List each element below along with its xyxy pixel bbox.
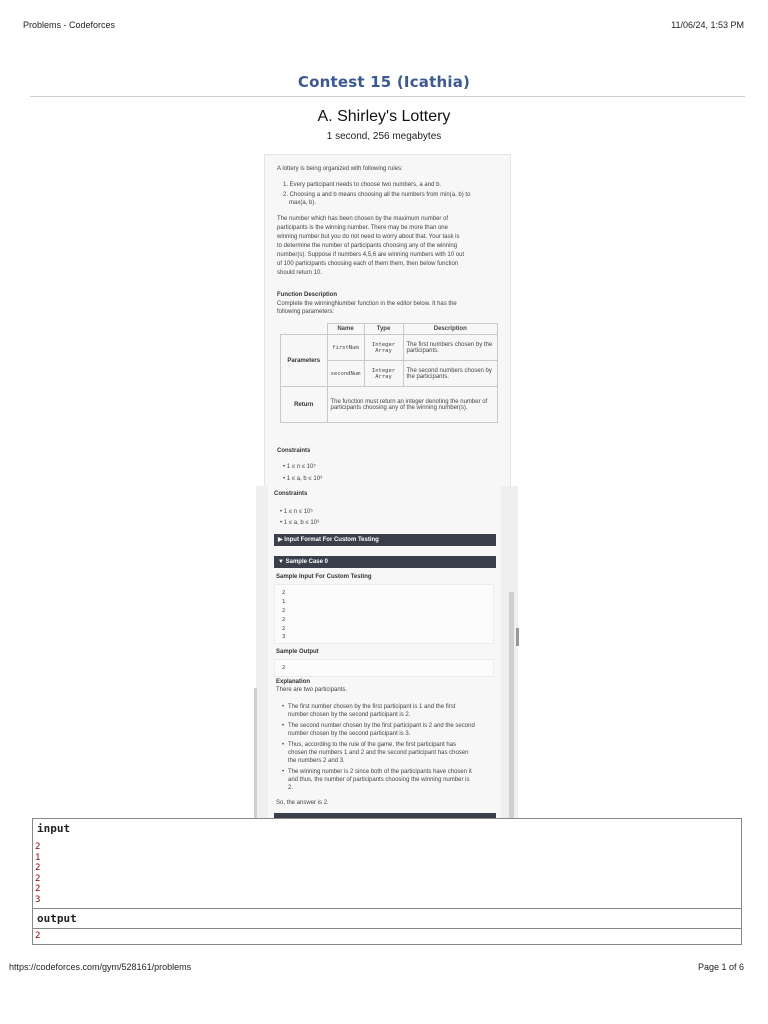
param-desc: The second numbers chosen by the participants. <box>403 361 498 387</box>
problem-title: A. Shirley's Lottery <box>317 108 451 125</box>
constraint-item: • 1 ≤ n ≤ 10⁵ <box>280 509 313 515</box>
sample-input-box: 2 1 2 2 2 3 <box>274 584 494 644</box>
param-label: Parameters <box>281 335 328 387</box>
sample-case-toggle[interactable]: ▼ Sample Case 0 <box>274 556 496 568</box>
print-page-title: Problems - Codeforces <box>23 20 116 30</box>
parameters-table <box>280 323 498 423</box>
para-line: participants is the winning number. There may be more than one <box>277 225 448 231</box>
output-label: output <box>33 909 741 929</box>
rule-2-cont: max(a, b). <box>289 200 317 206</box>
param-type: Integer Array <box>364 361 403 387</box>
rule-2: 2. Choosing a and b means choosing all the numbers from min(a, b) to <box>283 192 471 198</box>
sample-output-section <box>32 908 742 945</box>
resize-handle[interactable] <box>516 628 519 646</box>
explanation-intro: There are two participants. <box>276 687 348 693</box>
input-content: 2 1 2 2 2 3 <box>33 838 741 905</box>
constraints-heading: Constraints <box>274 491 308 497</box>
input-format-toggle[interactable]: ▶ Input Format For Custom Testing <box>274 534 496 546</box>
answer-text: So, the answer is 2. <box>276 800 329 806</box>
title-divider <box>30 96 745 97</box>
page-number: Page 1 of 6 <box>697 962 744 972</box>
param-name: secondNum <box>327 361 364 387</box>
statement-image-top <box>264 154 511 488</box>
scrollbar-left[interactable] <box>254 688 257 818</box>
para-line: The number which has been chosen by the maximum number of <box>277 216 449 222</box>
problem-limits: 1 second, 256 megabytes <box>326 131 442 142</box>
para-line: of 100 participants choosing each of them them, then below function <box>277 261 459 267</box>
explanation-heading: Explanation <box>276 679 311 685</box>
function-desc: Complete the winningNumber function in the editor below. It has the <box>277 301 457 307</box>
constraint-item: • 1 ≤ n ≤ 10⁵ <box>283 464 316 470</box>
para-line: should return 10. <box>277 270 323 276</box>
statement-image-bottom: Constraints • 1 ≤ n ≤ 10⁵ • 1 ≤ a, b ≤ 10⁹ ▶ Input Format For Custom Testing ▼ Sample Case 0 Sample Input For Custom Testing 2 1 2 2 2 3 Sample Output 2 Explanation There are two participants. • The first number chosen by the first participant is 1 and the first number chosen by the second participant is 2. • The second number chosen by the first participant is 2 and the second number chosen by the second participant is 3. • Thus, according to the rule of the game, the first participant has chosen the numbers 1 and 2 and the second participant has chosen the numbers 2 and 3. • The winning number is 2 since both of the participants have chosen it and thus, the number of participants choosing the winning number is 2. So, the answer is 2. <box>256 486 518 818</box>
sample-output-box: 2 <box>274 659 494 677</box>
sample-output-heading: Sample Output <box>276 649 319 655</box>
para-line: winning number but you do not need to worry about that. Your task is <box>277 234 460 240</box>
print-url: https://codeforces.com/gym/528161/problems <box>9 962 192 972</box>
col-header: Description <box>403 324 498 335</box>
param-name: firstNum <box>327 335 364 361</box>
input-label: input <box>37 822 71 835</box>
sample-input-heading: Sample Input For Custom Testing <box>276 574 372 580</box>
return-desc: The function must return an integer denoting the number of participants choosing any of the winning number(s). <box>327 387 498 423</box>
contest-title[interactable]: Contest 15 (Icathia) <box>297 73 471 91</box>
constraint-item: • 1 ≤ a, b ≤ 10⁹ <box>280 520 320 526</box>
param-type: Integer Array <box>364 335 403 361</box>
function-desc: following parameters: <box>277 309 335 315</box>
col-header: Name <box>327 324 364 335</box>
print-datetime: 11/06/24, 1:53 PM <box>671 20 744 30</box>
para-line: to determine the number of participants choosing any of the winning <box>277 243 458 249</box>
rule-1: 1. Every participant needs to choose two numbers, a and b. <box>283 182 442 188</box>
param-desc: The first numbers chosen by the participants. <box>403 335 498 361</box>
constraints-heading: Constraints <box>277 448 311 454</box>
return-label: Return <box>281 387 328 423</box>
sample-input-section <box>32 818 742 909</box>
statement-intro: A lottery is being organized with following rules: <box>277 166 403 172</box>
para-line: number(s). Suppose if numbers 4,5,6 are winning numbers with 10 out <box>277 252 465 258</box>
output-content: 2 <box>35 931 41 941</box>
col-header: Type <box>364 324 403 335</box>
scrollbar-right[interactable] <box>509 592 514 818</box>
function-heading: Function Description <box>277 292 337 298</box>
constraint-item: • 1 ≤ a, b ≤ 10⁹ <box>283 476 323 482</box>
